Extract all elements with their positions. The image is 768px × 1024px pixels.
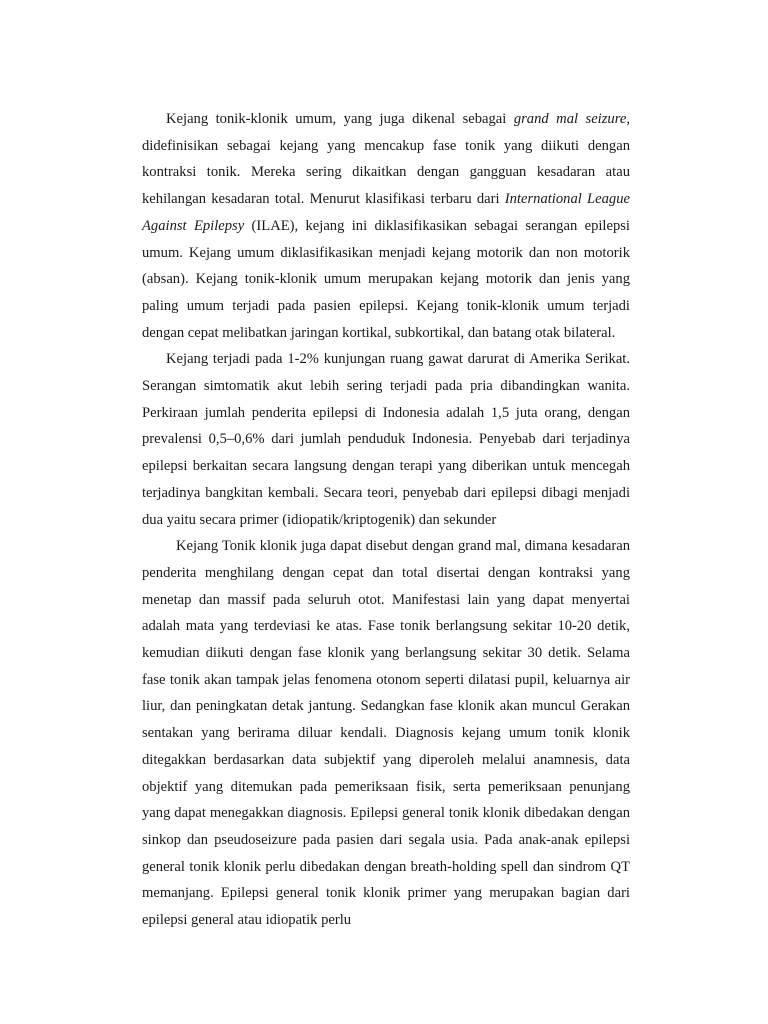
paragraph-1-text-1: Kejang tonik-klonik umum, yang juga dikenal sebagai (166, 111, 514, 127)
document-body (142, 106, 630, 934)
paragraph-1-italic-term-1: grand mal seizure (513, 111, 627, 127)
paragraph-1-italic-term-2: International League Against Epilepsy (142, 191, 630, 234)
paragraph-1-text-2: , didefinisikan sebagai kejang yang mencakup fase tonik yang diikuti dengan kontraksi tonik. Mereka sering dikaitkan dengan gangguan kesadaran atau kehilangan kesadaran total. Menurut klasifikasi terbaru dari (142, 111, 630, 208)
paragraph-1-text-3: (ILAE), kejang ini diklasifikasikan sebagai serangan epilepsi umum. Kejang umum diklasifikasikan menjadi kejang motorik dan non motorik (absan). Kejang tonik-klonik umum merupakan kejang motorik dan jenis yang paling umum terjadi pada pasien epilepsi. Kejang tonik-klonik umum terjadi dengan cepat melibatkan jaringan kortikal, subkortikal, dan batang otak bilateral. (142, 217, 630, 341)
paragraph-2 (142, 346, 630, 533)
paragraph-3 (142, 533, 630, 934)
paragraph-1 (142, 106, 630, 346)
paragraph-3-text: Kejang Tonik klonik juga dapat disebut dengan grand mal, dimana kesadaran penderita menghilang dengan cepat dan total disertai dengan kontraksi yang menetap dan massif pada seluruh otot. Manifestasi lain yang dapat menyertai adalah mata yang terdeviasi ke atas. Fase tonik berlangsung sekitar 10-20 detik, kemudian diikuti dengan fase klonik yang berlangsung sekitar 30 detik. Selama fase tonik akan tampak jelas fenomena otonom seperti dilatasi pupil, keluarnya air liur, dan peningkatan detak jantung. Sedangkan fase klonik akan muncul Gerakan sentakan yang berirama diluar kendali. Diagnosis kejang umum tonik klonik ditegakkan berdasarkan data subjektif yang diperoleh melalui anamnesis, data objektif yang ditemukan pada pemeriksaan fisik, serta pemeriksaan penunjang yang dapat menegakkan diagnosis. Epilepsi general tonik klonik dibedakan dengan sinkop dan pseudoseizure pada pasien dari segala usia. Pada anak-anak epilepsi general tonik klonik perlu dibedakan dengan breath-holding spell dan sindrom QT memanjang. Epilepsi general tonik klonik primer yang merupakan bagian dari epilepsi general atau idiopatik perlu (142, 538, 630, 929)
paragraph-2-text: Kejang terjadi pada 1-2% kunjungan ruang gawat darurat di Amerika Serikat. Serangan simtomatik akut lebih sering terjadi pada pria dibandingkan wanita. Perkiraan jumlah penderita epilepsi di Indonesia adalah 1,5 juta orang, dengan prevalensi 0,5–0,6% dari jumlah penduduk Indonesia. Penyebab dari terjadinya epilepsi berkaitan secara langsung dengan terapi yang diberikan untuk mencegah terjadinya bangkitan kembali. Secara teori, penyebab dari epilepsi dibagi menjadi dua yaitu secara primer (idiopatik/kriptogenik) dan sekunder (142, 351, 630, 528)
